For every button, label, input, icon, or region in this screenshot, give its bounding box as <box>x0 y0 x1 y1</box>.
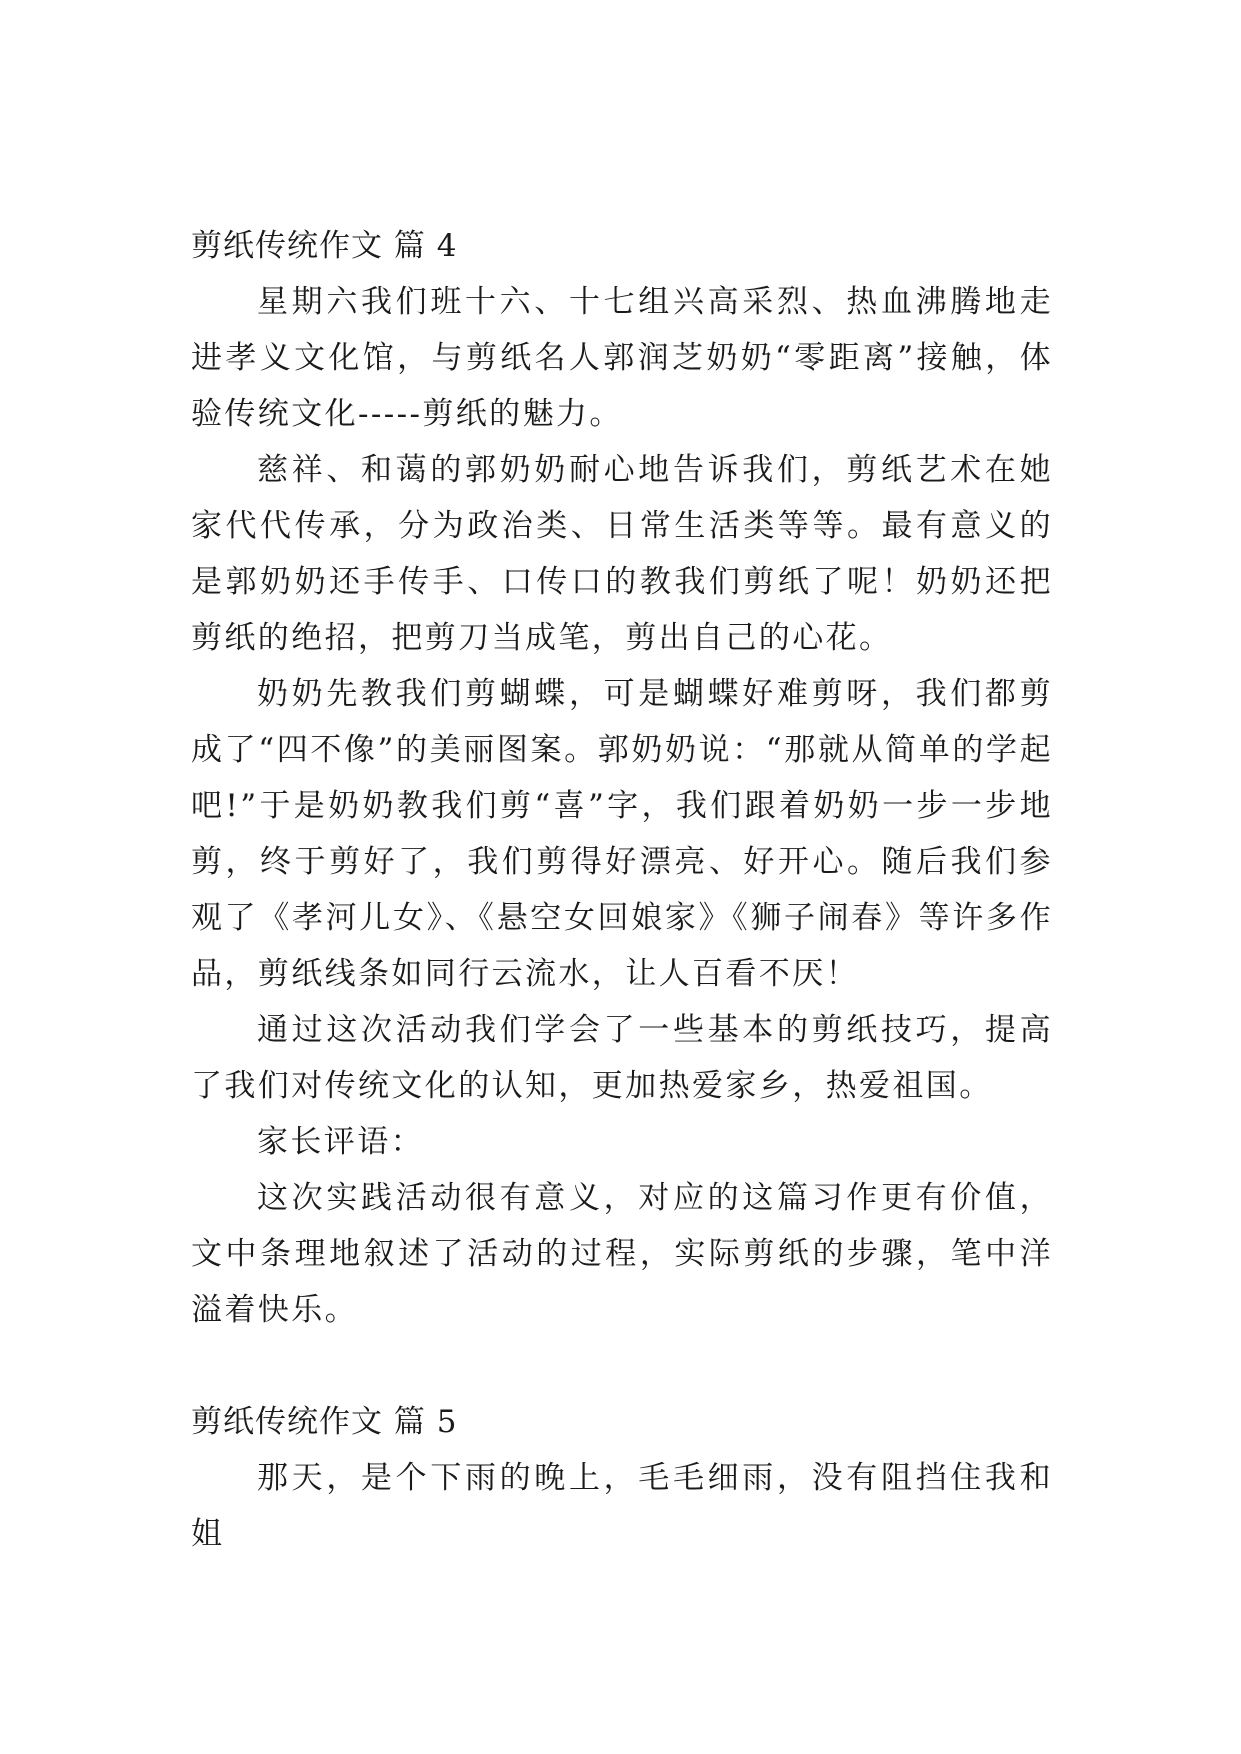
paragraph: 这次实践活动很有意义，对应的这篇习作更有价值，文中条理地叙述了活动的过程，实际剪纸的步骤，笔中洋溢着快乐。 <box>191 1180 1053 1328</box>
paragraph: 星期六我们班十六、十七组兴高采烈、热血沸腾地走进孝义文化馆，与剪纸名人郭润芝奶奶“零距离”接触，体验传统文化-----剪纸的魅力。 <box>191 284 1053 432</box>
essay-section-4 <box>191 218 1053 1338</box>
paragraph: 家长评语： <box>257 1124 424 1160</box>
paragraph: 奶奶先教我们剪蝴蝶，可是蝴蝶好难剪呀，我们都剪成了“四不像”的美丽图案。郭奶奶说：“那就从简单的学起吧!”于是奶奶教我们剪“喜”字，我们跟着奶奶一步一步地剪，终于剪好了，我们剪得好漂亮、好开心。随后我们参观了《孝河儿女》、《悬空女回娘家》《狮子闹春》等许多作品，剪纸线条如同行云流水，让人百看不厌！ <box>191 676 1053 992</box>
paragraph: 那天，是个下雨的晚上，毛毛细雨，没有阻挡住我和姐 <box>191 1460 1053 1552</box>
essay-section-5 <box>191 1394 1053 1562</box>
section-title: 剪纸传统作文 篇 5 <box>191 1404 458 1440</box>
section-title: 剪纸传统作文 篇 4 <box>191 228 458 264</box>
section-spacer <box>191 1338 1053 1394</box>
paragraph: 慈祥、和蔼的郭奶奶耐心地告诉我们，剪纸艺术在她家代代传承，分为政治类、日常生活类等等。最有意义的是郭奶奶还手传手、口传口的教我们剪纸了呢！奶奶还把剪纸的绝招，把剪刀当成笔，剪出自己的心花。 <box>191 452 1053 656</box>
paragraph: 通过这次活动我们学会了一些基本的剪纸技巧，提高了我们对传统文化的认知，更加热爱家乡，热爱祖国。 <box>191 1012 1053 1104</box>
document-body <box>191 218 1053 1562</box>
